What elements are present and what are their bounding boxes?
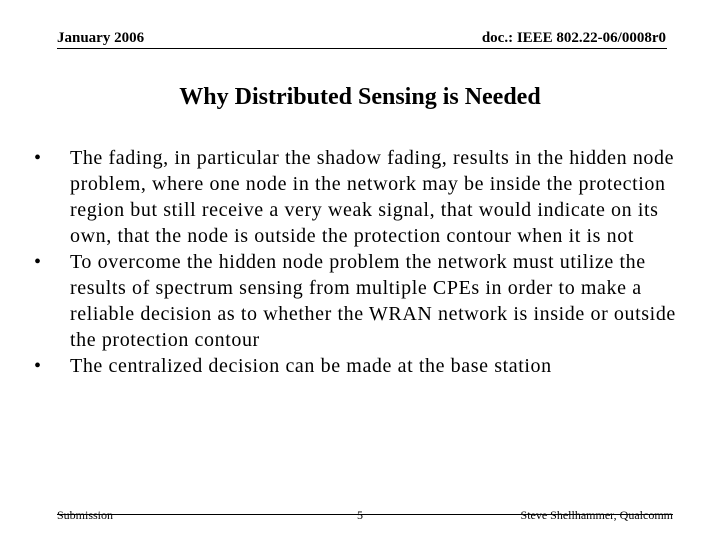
bullet-text: The fading, in particular the shadow fading, results in the hidden node problem, where one node in the network may be inside the protection region but still receive a very weak signal, that would indicate on its own, that the node is outside the protection contour when it is not	[70, 147, 675, 247]
bullet-text: To overcome the hidden node problem the network must utilize the results of spectrum sensing from multiple CPEs in order to make a reliable decision as to whether the WRAN network is inside or outside the protection contour	[70, 251, 676, 351]
bullet-icon: •	[34, 251, 42, 273]
bullet-icon: •	[34, 147, 42, 169]
header-date: January 2006	[57, 30, 145, 46]
slide-title: Why Distributed Sensing is Needed	[179, 84, 541, 110]
page-number: 5	[357, 508, 363, 522]
footer-submission-label: Submission	[57, 508, 114, 522]
bullet-text: The centralized decision can be made at the base station	[70, 355, 552, 377]
footer-author: Steve Shellhammer, Qualcomm	[520, 508, 673, 522]
bullet-list	[30, 145, 690, 379]
header-document-id: doc.: IEEE 802.22-06/0008r0	[481, 30, 666, 46]
header-divider	[57, 48, 667, 49]
bullet-icon: •	[34, 355, 42, 377]
bullet-item	[30, 145, 690, 249]
bullet-item	[30, 249, 690, 353]
bullet-item	[30, 353, 690, 379]
